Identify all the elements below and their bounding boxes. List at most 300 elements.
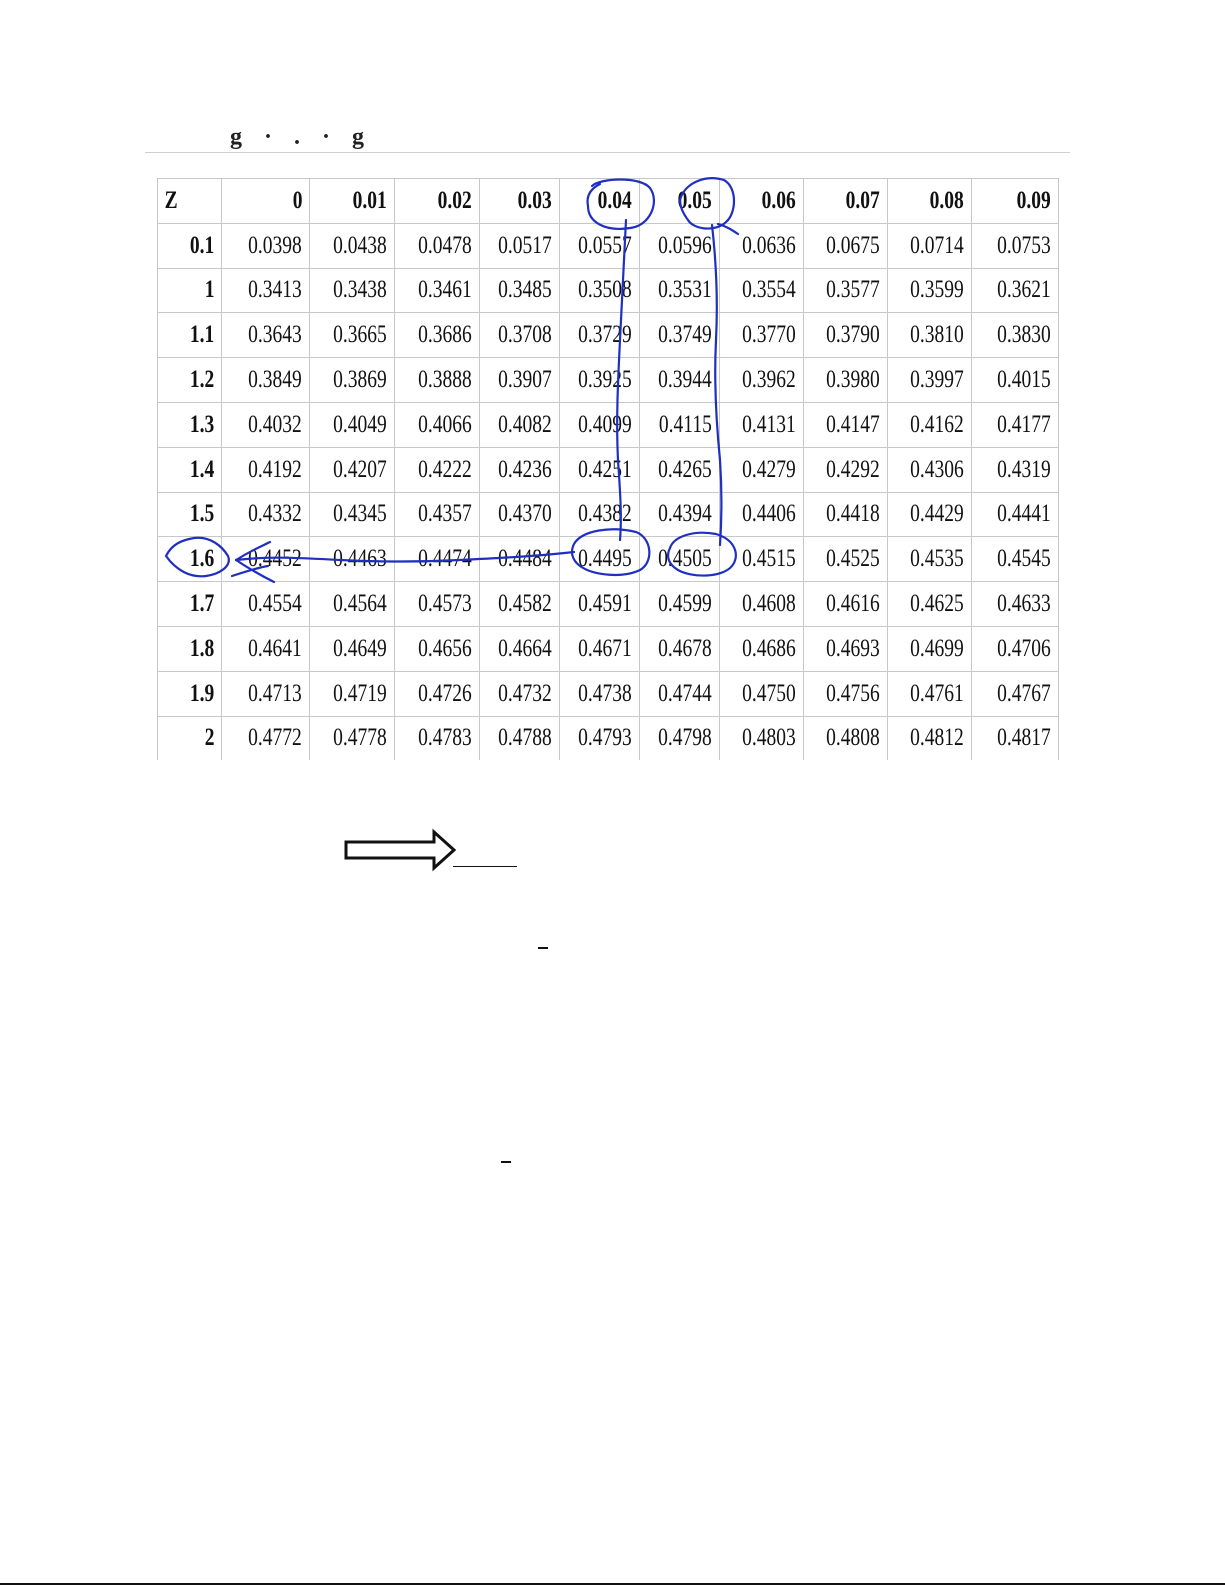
cell-value: 0.4564 [333,590,387,618]
table-cell [888,313,972,358]
cell-value: 0.4418 [826,500,880,528]
table-cell [640,313,720,358]
cell-value: 0.4788 [498,724,552,752]
cropped-heading [145,124,1070,153]
cell-value: 0.4429 [910,500,964,528]
cell-value: 0.3554 [742,276,796,304]
cell-value: 0.4772 [248,724,302,752]
table-cell [720,537,804,582]
header-row [158,179,1059,224]
cell-value: 0.4726 [418,679,472,707]
table-cell [804,716,888,760]
row-z-text: 1.7 [189,590,214,618]
cell-value: 0.4099 [578,410,632,438]
cell-value: 0.3790 [826,321,880,349]
table-cell [640,268,720,313]
cell-value: 0.3944 [658,366,712,394]
row-z-label [158,313,222,358]
cell-value: 0.4049 [333,410,387,438]
cell-value: 0.4582 [498,590,552,618]
table-cell [804,223,888,268]
cell-value: 0.4382 [578,500,632,528]
table-cell [395,716,480,760]
row-z-text: 1.5 [189,500,214,528]
row-z-label [158,492,222,537]
table-cell [720,402,804,447]
cell-value: 0.4251 [578,455,632,483]
table-cell [480,358,560,403]
cell-value: 0.4177 [997,410,1051,438]
table-cell [480,626,560,671]
table-cell [222,447,310,492]
table-cell [888,492,972,537]
cell-value: 0.4505 [658,545,712,573]
table-cell [222,582,310,627]
table-cell [480,716,560,760]
table-cell [310,716,395,760]
cell-value: 0.4719 [333,679,387,707]
row-z-label [158,626,222,671]
table-cell [310,492,395,537]
table-cell [888,223,972,268]
cell-value: 0.3962 [742,366,796,394]
cell-value: 0.3413 [248,276,302,304]
cell-value: 0.4515 [742,545,796,573]
cell-value: 0.4756 [826,679,880,707]
cell-value: 0.4812 [910,724,964,752]
table-cell [310,582,395,627]
cell-value: 0.4671 [578,634,632,662]
cell-value: 0.4798 [658,724,712,752]
row-z-text: 1.9 [189,679,214,707]
table-cell [222,268,310,313]
table-cell [480,402,560,447]
cell-value: 0.0438 [333,231,387,259]
cell-value: 0.4131 [742,410,796,438]
table-cell [804,447,888,492]
cell-value: 0.4207 [333,455,387,483]
table-cell [222,313,310,358]
cell-value: 0.3643 [248,321,302,349]
row-z-text: 1.4 [189,455,214,483]
table-cell [480,492,560,537]
table-cell [310,626,395,671]
table-cell [972,716,1059,760]
cell-value: 0.4292 [826,455,880,483]
cell-value: 0.3508 [578,276,632,304]
column-header-text: 0.04 [597,186,632,214]
cell-value: 0.4761 [910,679,964,707]
table-cell [560,537,640,582]
table-cell [888,268,972,313]
table-cell [640,716,720,760]
table-cell [972,582,1059,627]
table-cell [720,447,804,492]
cell-value: 0.4803 [742,724,796,752]
cell-value: 0.4357 [418,500,472,528]
table-cell [972,313,1059,358]
table-cell [640,537,720,582]
cell-value: 0.4345 [333,500,387,528]
table-cell [972,671,1059,716]
table-cell [560,582,640,627]
cell-value: 0.4699 [910,634,964,662]
row-z-label [158,402,222,447]
cell-value: 0.4370 [498,500,552,528]
table-cell [560,268,640,313]
cell-value: 0.4192 [248,455,302,483]
table-cell [804,671,888,716]
column-header [395,179,480,224]
table-cell [804,402,888,447]
table-cell [804,626,888,671]
table-cell [480,268,560,313]
row-z-text: 1.3 [189,410,214,438]
table-cell [310,313,395,358]
cell-value: 0.3531 [658,276,712,304]
table-cell [395,492,480,537]
cell-value: 0.3621 [997,276,1051,304]
table-cell [888,716,972,760]
table-cell [804,492,888,537]
table-row [158,358,1059,403]
cell-value: 0.4495 [578,545,632,573]
row-z-label [158,716,222,760]
dash-mark [538,947,548,949]
cell-value: 0.0398 [248,231,302,259]
table-cell [222,223,310,268]
table-cell [395,223,480,268]
table-cell [222,402,310,447]
table-cell [640,626,720,671]
answer-blank-line [453,866,517,867]
table-cell [560,223,640,268]
cell-value: 0.4778 [333,724,387,752]
table-cell [804,582,888,627]
row-z-label [158,671,222,716]
table-cell [640,358,720,403]
cell-value: 0.4554 [248,590,302,618]
table-cell [560,671,640,716]
row-z-text: 1.2 [189,366,214,394]
table-row [158,492,1059,537]
cell-value: 0.0596 [658,231,712,259]
table-cell [888,582,972,627]
cell-value: 0.4599 [658,590,712,618]
table-row [158,223,1059,268]
table-row [158,537,1059,582]
table-cell [804,537,888,582]
row-z-label [158,582,222,627]
cell-value: 0.4115 [659,410,712,438]
row-z-text: 1 [204,276,214,304]
cell-value: 0.4744 [658,679,712,707]
cell-value: 0.4441 [997,500,1051,528]
cell-value: 0.4484 [498,545,552,573]
table-cell [222,716,310,760]
cell-value: 0.4693 [826,634,880,662]
cell-value: 0.3708 [498,321,552,349]
table-cell [560,626,640,671]
cell-value: 0.4306 [910,455,964,483]
table-cell [395,582,480,627]
arrow-right-icon [344,830,519,870]
column-header-text: 0 [292,186,302,214]
table-cell [640,671,720,716]
cell-value: 0.4082 [498,410,552,438]
row-z-text: 2 [204,724,214,752]
cell-value: 0.0675 [826,231,880,259]
table-cell [720,582,804,627]
cell-value: 0.4793 [578,724,632,752]
column-header [888,179,972,224]
row-z-label [158,447,222,492]
table-cell [222,537,310,582]
cell-value: 0.3729 [578,321,632,349]
cell-value: 0.4452 [248,545,302,573]
table-cell [480,537,560,582]
cell-value: 0.4406 [742,500,796,528]
cell-value: 0.4332 [248,500,302,528]
table-row [158,268,1059,313]
row-z-text: 1.8 [189,634,214,662]
table-cell [560,492,640,537]
cell-value: 0.4678 [658,634,712,662]
cell-value: 0.3770 [742,321,796,349]
table-cell [310,358,395,403]
cell-value: 0.0478 [418,231,472,259]
table-cell [560,358,640,403]
table-cell [560,313,640,358]
table-cell [395,447,480,492]
cell-value: 0.0517 [498,231,552,259]
table-cell [310,447,395,492]
table-cell [804,358,888,403]
table-cell [480,582,560,627]
table-row [158,716,1059,760]
table-cell [720,313,804,358]
table-cell [720,626,804,671]
column-header-text: 0.06 [761,186,796,214]
cell-value: 0.3461 [418,276,472,304]
table-cell [640,582,720,627]
table-cell [222,626,310,671]
cell-value: 0.4664 [498,634,552,662]
cell-value: 0.4608 [742,590,796,618]
table-row [158,671,1059,716]
row-z-label [158,223,222,268]
row-z-text: 1.1 [189,321,214,349]
table-row [158,447,1059,492]
cell-value: 0.4750 [742,679,796,707]
table-cell [972,447,1059,492]
table-row [158,313,1059,358]
cell-value: 0.4591 [578,590,632,618]
table-cell [972,537,1059,582]
corner-label-text: Z [164,186,178,214]
cell-value: 0.4738 [578,679,632,707]
z-table [157,178,1059,760]
corner-label [158,179,222,224]
cell-value: 0.4535 [910,545,964,573]
cell-value: 0.4732 [498,679,552,707]
table-row [158,402,1059,447]
column-header [480,179,560,224]
cell-value: 0.3869 [333,366,387,394]
cell-value: 0.4319 [997,455,1051,483]
cell-value: 0.4032 [248,410,302,438]
table-cell [972,223,1059,268]
row-z-label [158,537,222,582]
table-cell [640,402,720,447]
table-cell [480,223,560,268]
table-cell [640,492,720,537]
cell-value: 0.4706 [997,634,1051,662]
cell-value: 0.3925 [578,366,632,394]
cell-value: 0.4236 [498,455,552,483]
table-cell [972,626,1059,671]
cell-value: 0.4656 [418,634,472,662]
table-cell [395,268,480,313]
table-cell [888,402,972,447]
table-cell [222,671,310,716]
cell-value: 0.4641 [248,634,302,662]
table-cell [804,313,888,358]
cell-value: 0.4474 [418,545,472,573]
table-cell [395,671,480,716]
cell-value: 0.3997 [910,366,964,394]
table-cell [310,402,395,447]
column-header-text: 0.03 [517,186,552,214]
cell-value: 0.4573 [418,590,472,618]
cell-value: 0.3980 [826,366,880,394]
cell-value: 0.3438 [333,276,387,304]
table-cell [310,671,395,716]
cell-value: 0.4265 [658,455,712,483]
cell-value: 0.0714 [910,231,964,259]
cell-value: 0.4817 [997,724,1051,752]
cell-value: 0.0636 [742,231,796,259]
cell-value: 0.4279 [742,455,796,483]
cell-value: 0.4545 [997,545,1051,573]
table-cell [720,358,804,403]
cell-value: 0.3907 [498,366,552,394]
cell-value: 0.0753 [997,231,1051,259]
table-cell [480,671,560,716]
cell-value: 0.4767 [997,679,1051,707]
table-cell [560,447,640,492]
cell-value: 0.4394 [658,500,712,528]
column-header [560,179,640,224]
table-cell [888,447,972,492]
table-cell [222,358,310,403]
table-cell [720,716,804,760]
cell-value: 0.4633 [997,590,1051,618]
cell-value: 0.4686 [742,634,796,662]
cell-value: 0.4713 [248,679,302,707]
table-cell [640,447,720,492]
table-cell [720,223,804,268]
column-header-text: 0.09 [1016,186,1051,214]
table-cell [310,537,395,582]
cell-value: 0.0557 [578,231,632,259]
table-cell [395,626,480,671]
cell-value: 0.3577 [826,276,880,304]
table-cell [395,402,480,447]
column-header [804,179,888,224]
table-cell [888,671,972,716]
table-cell [720,268,804,313]
cell-value: 0.4015 [997,366,1051,394]
cell-value: 0.4222 [418,455,472,483]
table-cell [310,268,395,313]
cell-value: 0.4783 [418,724,472,752]
table-cell [395,537,480,582]
table-row [158,582,1059,627]
column-header-text: 0.05 [677,186,712,214]
row-z-label [158,358,222,403]
table-cell [972,358,1059,403]
cell-value: 0.3749 [658,321,712,349]
table-cell [804,268,888,313]
cell-value: 0.3849 [248,366,302,394]
cell-value: 0.4147 [826,410,880,438]
table-cell [480,313,560,358]
column-header-text: 0.07 [845,186,880,214]
cell-value: 0.4525 [826,545,880,573]
table-row [158,626,1059,671]
table-cell [560,402,640,447]
table-cell [972,268,1059,313]
column-header-text: 0.08 [929,186,964,214]
cell-value: 0.4066 [418,410,472,438]
cell-value: 0.3599 [910,276,964,304]
cell-value: 0.4625 [910,590,964,618]
column-header [972,179,1059,224]
table-cell [888,626,972,671]
table-cell [480,447,560,492]
cell-value: 0.3830 [997,321,1051,349]
dash-mark [501,1161,511,1163]
table-cell [972,492,1059,537]
cell-value: 0.4808 [826,724,880,752]
table-cell [888,537,972,582]
column-header-text: 0.01 [352,186,387,214]
cell-value: 0.4162 [910,410,964,438]
cell-value: 0.4649 [333,634,387,662]
row-z-label [158,268,222,313]
table-cell [720,671,804,716]
column-header [720,179,804,224]
z-table-body [158,179,1059,761]
column-header-text: 0.02 [437,186,472,214]
column-header [640,179,720,224]
table-cell [720,492,804,537]
table-cell [395,358,480,403]
cropped-heading-fragment: g · . · g [230,124,373,150]
column-header [222,179,310,224]
table-cell [395,313,480,358]
column-header [310,179,395,224]
cell-value: 0.3810 [910,321,964,349]
table-cell [222,492,310,537]
row-z-text: 1.6 [189,545,214,573]
table-cell [310,223,395,268]
table-cell [972,402,1059,447]
cell-value: 0.3888 [418,366,472,394]
table-cell [640,223,720,268]
row-z-text: 0.1 [189,231,214,259]
